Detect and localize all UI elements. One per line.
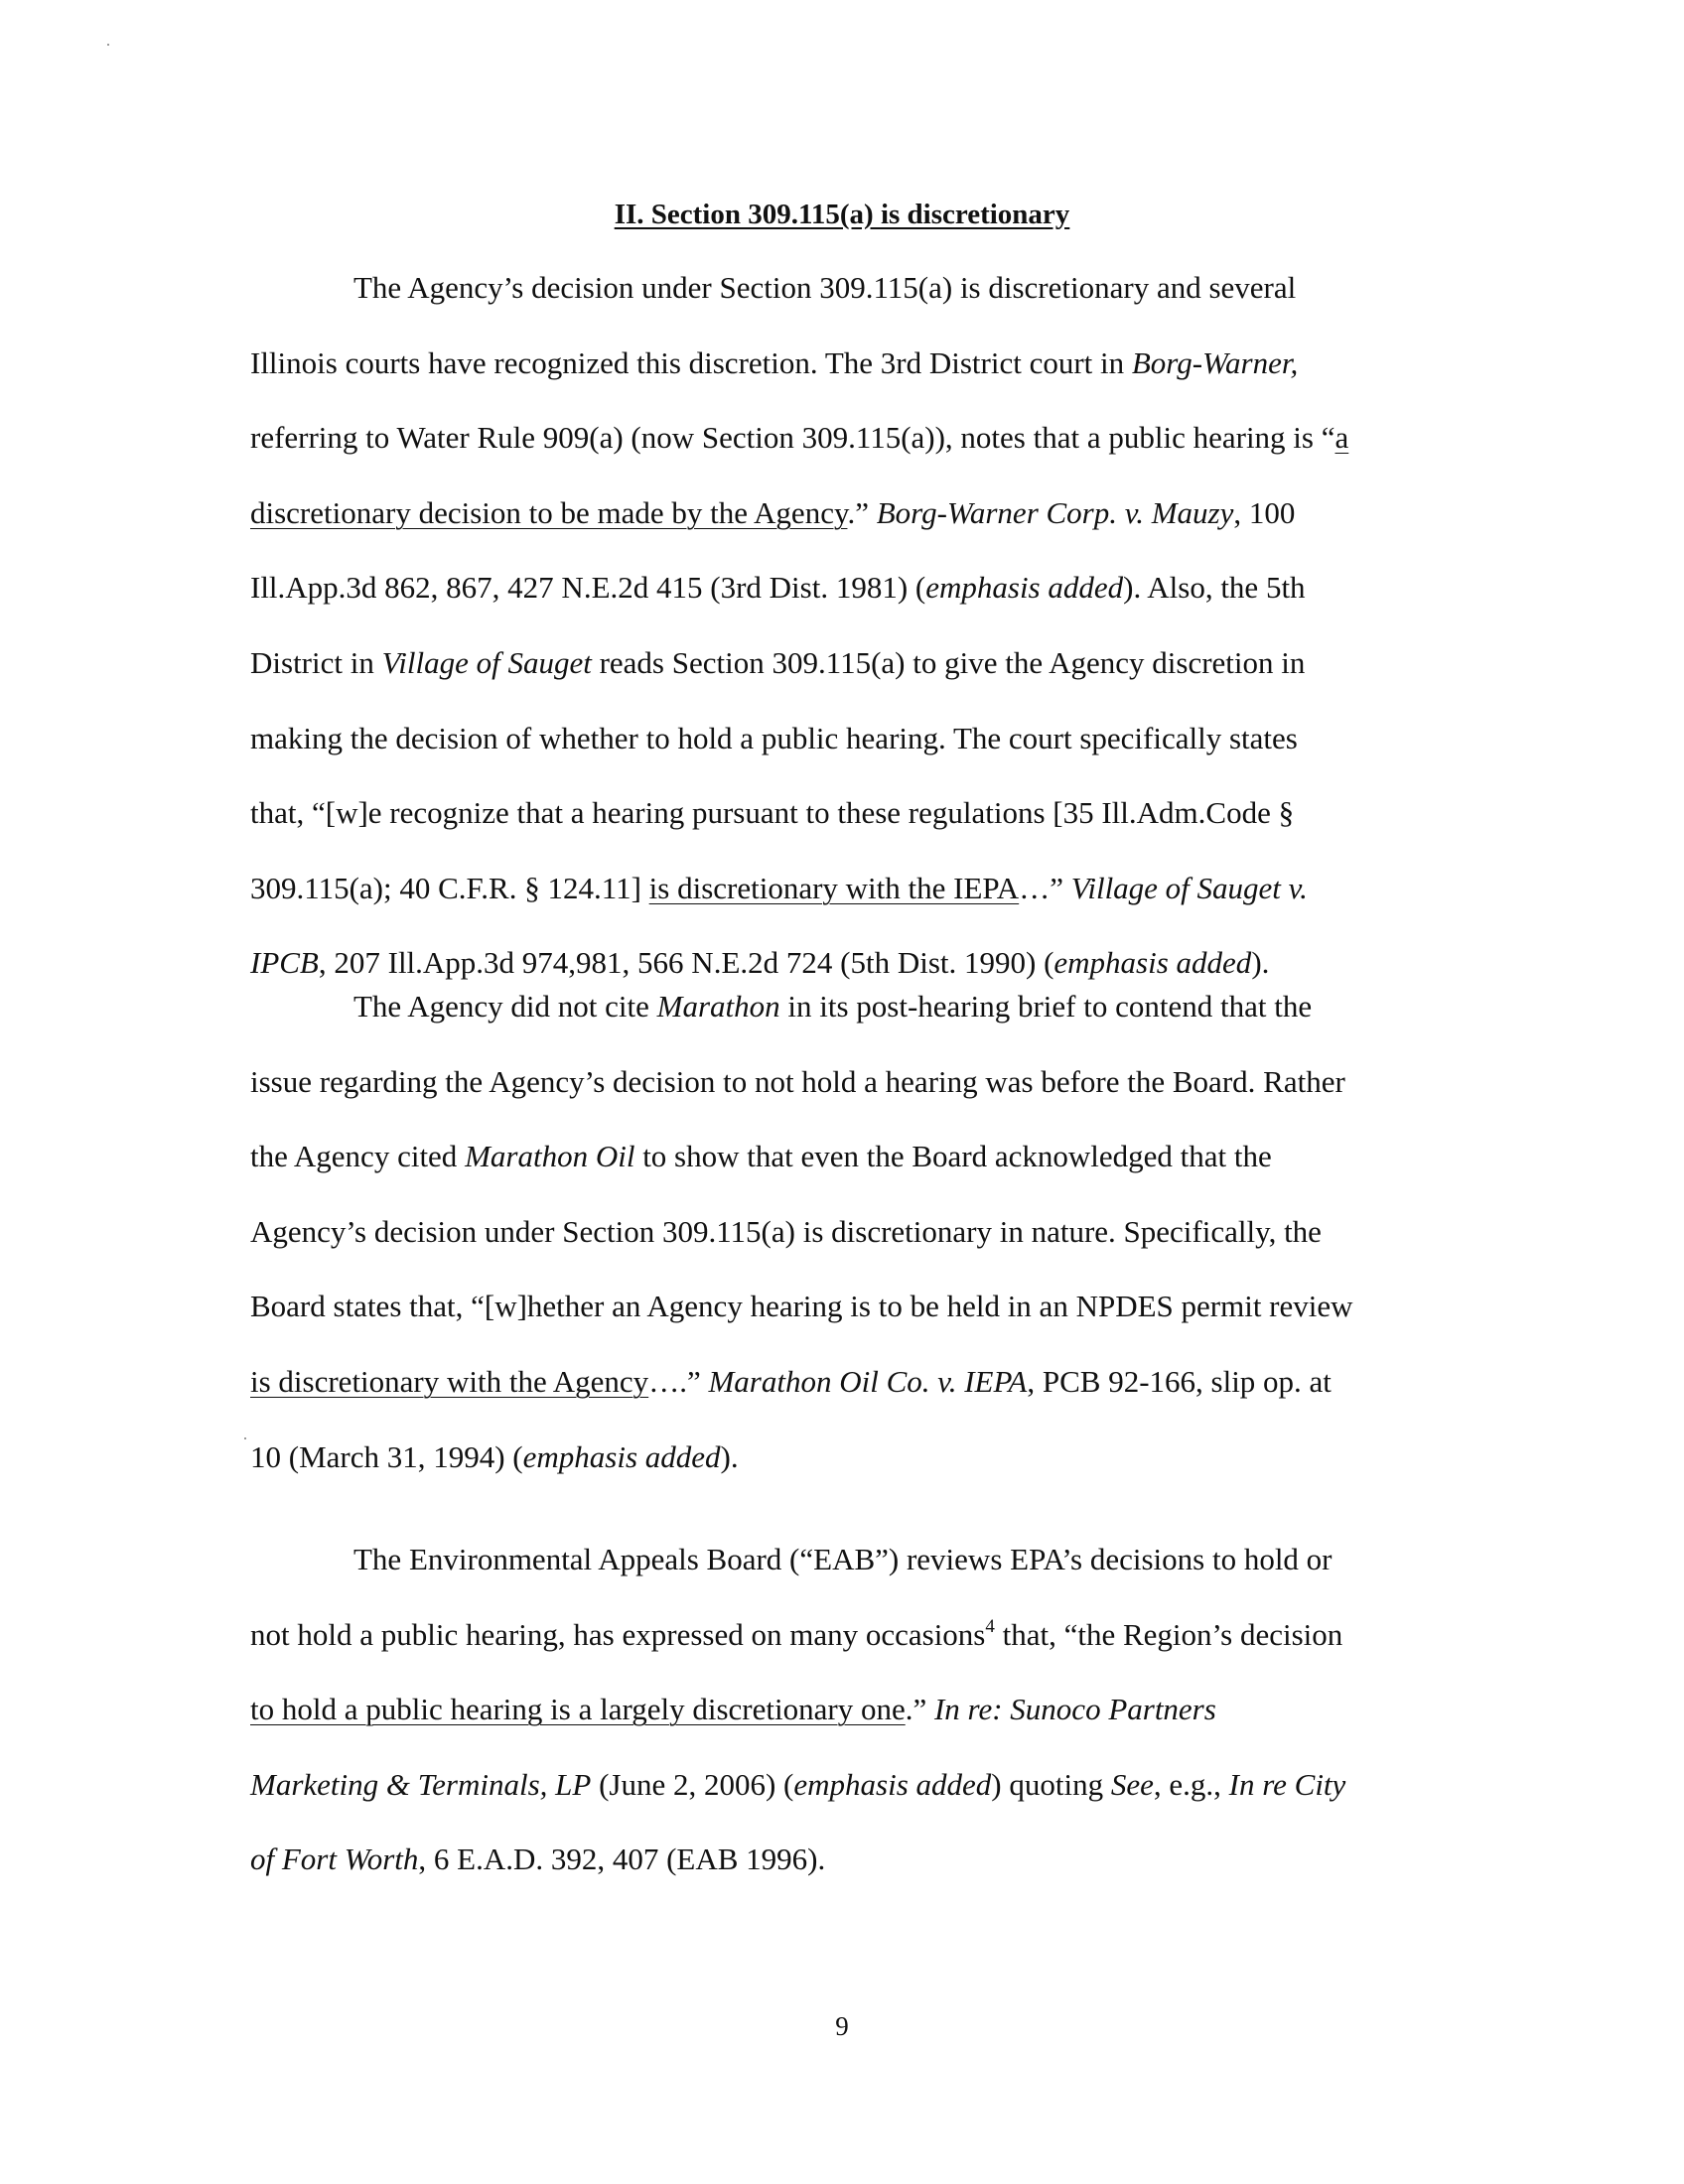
text-line: Illinois courts have recognized this discretion. The 3rd District court in Borg-Warner, [250,344,1299,380]
text-line: The Environmental Appeals Board (“EAB”) reviews EPA’s decisions to hold or [353,1542,1333,1576]
text-line: 309.115(a); 40 C.F.R. § 124.11] is discretionary with the IEPA…” Village of Sauget v. [250,870,1308,905]
text-line: is discretionary with the Agency….” Marathon Oil Co. v. IEPA, PCB 92-166, slip op. at [250,1363,1332,1399]
text-line: Agency’s decision under Section 309.115(a) is discretionary in nature. Specifically, the [250,1213,1322,1249]
text-line: referring to Water Rule 909(a) (now Section 309.115(a)), notes that a public hearing is “a [250,420,1349,456]
text-line: discretionary decision to be made by the Agency.” Borg-Warner Corp. v. Mauzy, 100 [250,494,1296,530]
text-line: of Fort Worth, 6 E.A.D. 392, 407 (EAB 1996). [250,1842,826,1877]
text-line: not hold a public hearing, has expressed on many occasions$^4$ that, “the Region’s decision [250,1615,1343,1652]
section-heading-text: II. Section 309.115(a) is discretionary [614,199,1070,230]
paragraph-marathon-oil [250,969,1442,1494]
text-line: that, “[w]e recognize that a hearing pursuant to these regulations [35 Ill.Adm.Code § [250,795,1295,831]
text-line: the Agency cited Marathon Oil to show that even the Board acknowledged that the [250,1139,1272,1174]
text-line: The Agency did not cite Marathon in its post-hearing brief to contend that the [353,989,1313,1024]
text-line: making the decision of whether to hold a public hearing. The court specifically states [250,720,1298,755]
text-line: 10 (March 31, 1994) (emphasis added). [250,1438,739,1474]
footnote-marker: 4 [985,1615,995,1637]
page-number: 9 [835,2011,849,2041]
text-line: IPCB, 207 Ill.App.3d 974,981, 566 N.E.2d 724 (5th Dist. 1990) (emphasis added). [250,945,1270,981]
text-line: to hold a public hearing is a largely discretionary one.” In re: Sunoco Partners [250,1692,1216,1727]
scan-speck [107,44,109,46]
text-line: Board states that, “[w]hether an Agency hearing is to be held in an NPDES permit review [250,1289,1353,1324]
text-line: Ill.App.3d 862, 867, 427 N.E.2d 415 (3rd Dist. 1981) (emphasis added). Also, the 5th [250,570,1306,606]
text-line: District in Village of Sauget reads Section 309.115(a) to give the Agency discretion in [250,644,1306,680]
paragraph-eab [250,1522,1442,1897]
text-line: The Agency’s decision under Section 309.115(a) is discretionary and several [353,270,1297,305]
scan-speck [244,1437,246,1439]
section-heading [0,195,1684,234]
paragraph-discretion-courts [250,250,1442,1001]
text-line: Marketing & Terminals, LP (June 2, 2006) (emphasis added) quoting See, e.g., In re City [250,1766,1346,1802]
text-line: issue regarding the Agency’s decision to not hold a hearing was before the Board. Rather [250,1063,1345,1099]
